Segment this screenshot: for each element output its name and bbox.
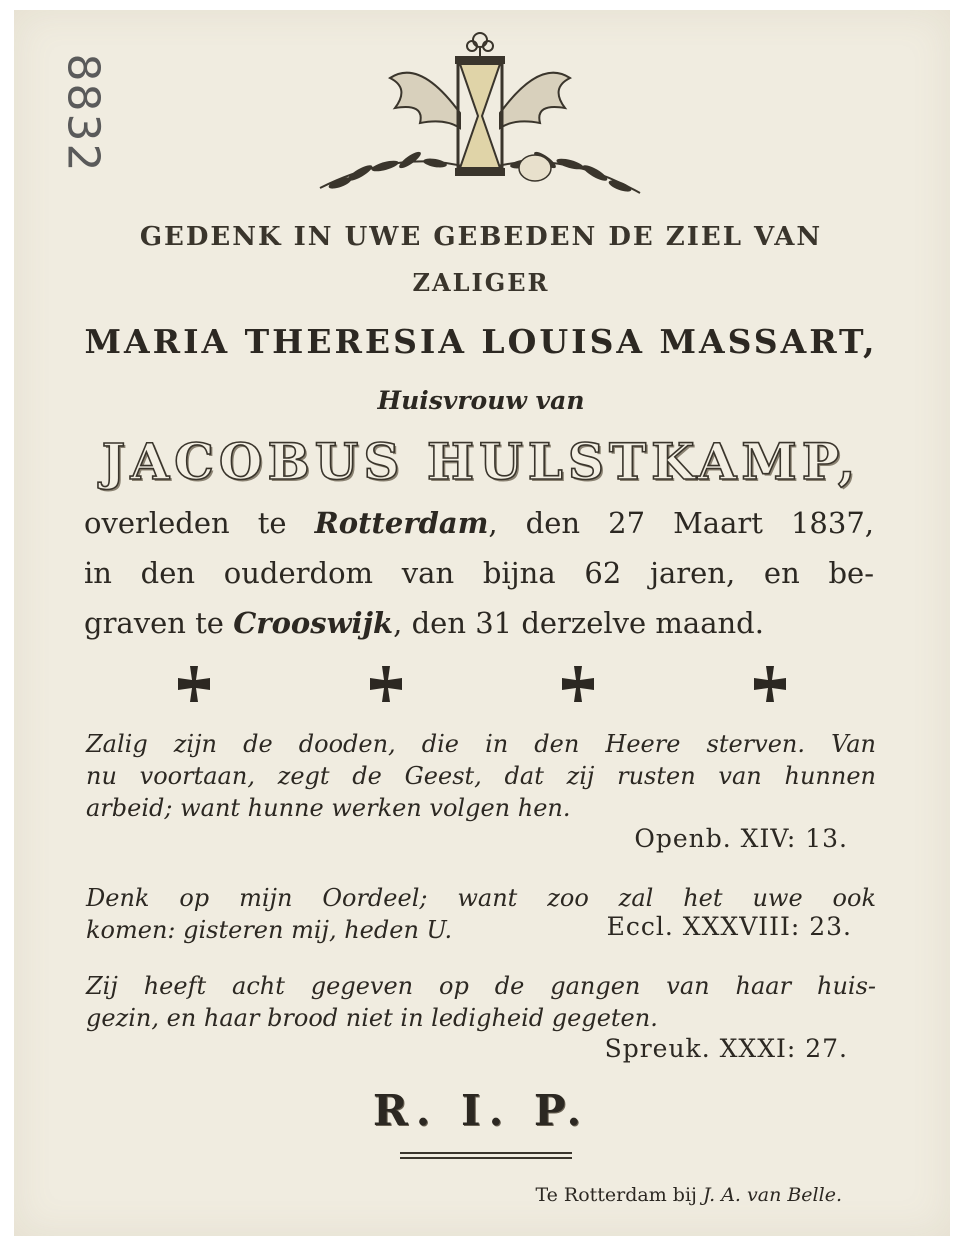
details-line-2: in den ouderdom van bijna 62 jaren, en be- bbox=[84, 556, 874, 590]
verse-line: arbeid; want hunne werken volgen hen. bbox=[86, 794, 571, 822]
details-line-3: graven te Crooswijk, den 31 derzelve maand. bbox=[84, 606, 764, 640]
cross-pattee-icon bbox=[558, 664, 598, 704]
verse-reference: Openb. XIV: 13. bbox=[634, 824, 848, 853]
heading-line-1: GEDENK IN UWE GEBEDEN DE ZIEL VAN bbox=[139, 222, 823, 252]
deceased-name: MARIA THERESIA LOUISA MASSART, bbox=[84, 322, 878, 361]
cross-row bbox=[0, 664, 962, 710]
printer-name: J. A. van Belle. bbox=[702, 1184, 842, 1206]
burial-place: Crooswijk bbox=[233, 606, 394, 640]
death-details bbox=[84, 498, 874, 648]
verse-reference: Eccl. XXXVIII: 23. bbox=[606, 912, 852, 941]
double-rule-divider bbox=[400, 1152, 572, 1162]
verse-line: nu voortaan, zegt de Geest, dat zij rusten van hunnen bbox=[86, 762, 876, 790]
heading-line-2: ZALIGER bbox=[412, 268, 550, 297]
winged-hourglass-emblem-icon bbox=[300, 18, 660, 208]
verse-line: gezin, en haar brood niet in ledigheid gegeten. bbox=[86, 1004, 658, 1032]
relation-text: Huisvrouw van bbox=[377, 386, 585, 415]
cross-pattee-icon bbox=[750, 664, 790, 704]
verse-line: Denk op mijn Oordeel; want zoo zal het uwe ook bbox=[86, 884, 876, 912]
verse-3 bbox=[86, 970, 876, 1034]
verse-line: Zalig zijn de dooden, die in den Heere sterven. Van bbox=[86, 730, 876, 758]
city-name: Rotterdam bbox=[314, 506, 489, 540]
printer-imprint: Te Rotterdam bij J. A. van Belle. bbox=[535, 1184, 842, 1206]
verse-1 bbox=[86, 728, 876, 824]
catalog-number-handwritten: 8832 bbox=[57, 53, 109, 174]
husband-name: JACOBUS HULSTKAMP, bbox=[101, 432, 861, 491]
rip-closing: R. I. P. bbox=[372, 1086, 590, 1135]
details-line-1: overleden te Rotterdam, den 27 Maart 1837, bbox=[84, 506, 874, 540]
verse-reference: Spreuk. XXXI: 27. bbox=[604, 1034, 848, 1063]
cross-pattee-icon bbox=[366, 664, 406, 704]
cross-pattee-icon bbox=[174, 664, 214, 704]
verse-line: Zij heeft acht gegeven op de gangen van haar huis- bbox=[86, 972, 876, 1000]
verse-line: komen: gisteren mij, heden U. bbox=[86, 916, 453, 944]
